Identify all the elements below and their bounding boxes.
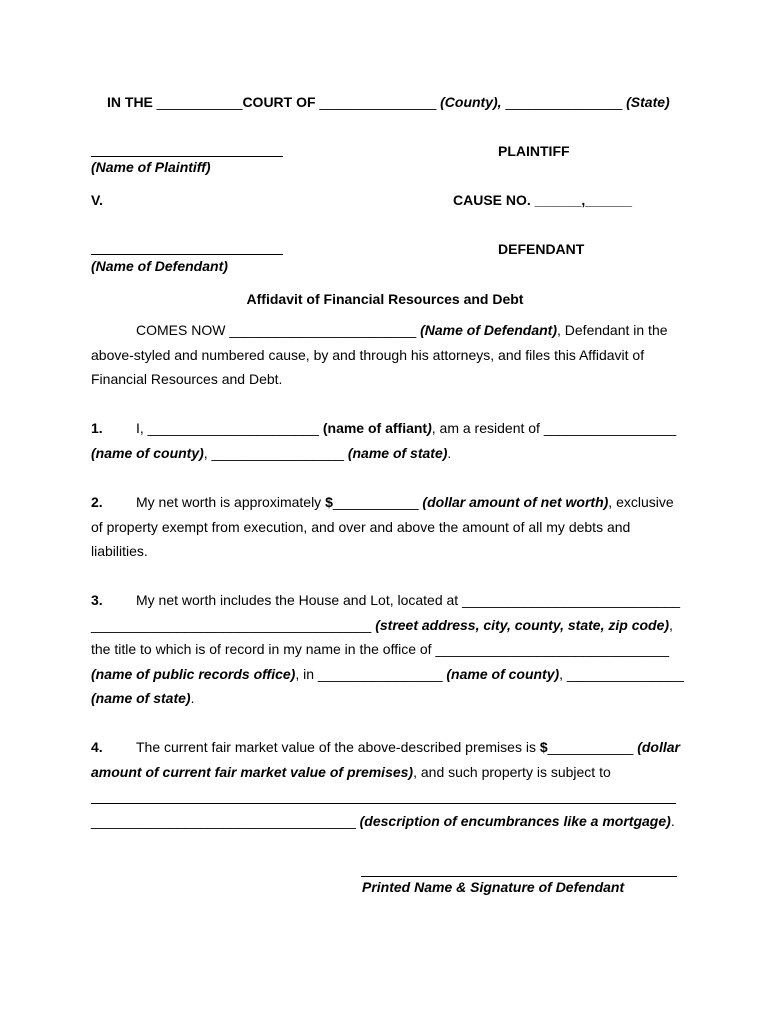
- paragraph-1: [91, 416, 681, 465]
- intro-text: COMES NOW ________________________: [136, 322, 421, 338]
- county-hint: (name of county): [446, 665, 560, 682]
- plaintiff-label: PLAINTIFF: [498, 143, 570, 159]
- document-title: Affidavit of Financial Resources and Debt: [246, 291, 524, 307]
- intro-paragraph: [91, 318, 681, 392]
- para-text: .: [190, 690, 195, 707]
- affiant-hint: (name of affiant: [322, 420, 428, 436]
- para-text: of property exempt from execution, and over and above the amount of all my debts and: [91, 518, 631, 535]
- intro-text: , Defendant in the: [557, 322, 668, 338]
- para-text: , am a resident of _________________: [431, 420, 677, 436]
- para-text: , _________________: [203, 444, 348, 461]
- dollar-sign: $: [539, 739, 548, 755]
- court-line: [107, 94, 670, 110]
- county-hint: (name of county): [91, 444, 204, 461]
- intro-defendant-hint: (Name of Defendant): [420, 322, 557, 338]
- cause-number: CAUSE NO. ______,______: [453, 192, 632, 208]
- county-hint: (County),: [440, 94, 502, 110]
- defendant-label: DEFENDANT: [498, 241, 585, 257]
- intro-text: above-styled and numbered cause, by and through his attorneys, and files this Affidavit of: [91, 346, 645, 363]
- paragraph-number: 2.: [91, 494, 103, 510]
- paragraph-2: [91, 490, 681, 564]
- paragraph-number: 4.: [91, 739, 103, 755]
- market-value-hint: amount of current fair market value of premises): [91, 763, 414, 780]
- state-hint: (name of state): [91, 690, 191, 707]
- para-text: the title to which is of record in my name in the office of ______________________________: [91, 641, 670, 658]
- address-hint: (street address, city, county, state, zip code): [375, 616, 670, 633]
- state-hint: (State): [626, 94, 670, 110]
- paragraph-number: 3.: [91, 592, 103, 608]
- encumbrance-line: [91, 803, 676, 804]
- paragraph-number: 1.: [91, 420, 103, 436]
- plaintiff-name-line: [91, 156, 283, 157]
- plaintiff-name-hint: (Name of Plaintiff): [91, 159, 211, 175]
- para-text: ___________: [547, 739, 638, 755]
- state-hint: (name of state): [347, 444, 448, 461]
- defendant-name-hint: (Name of Defendant): [91, 258, 228, 274]
- para-text: My net worth is approximately: [136, 494, 326, 510]
- para-text: , in ________________: [295, 665, 447, 682]
- para-text: ___________: [332, 494, 423, 510]
- net-worth-hint: (dollar amount of net worth): [422, 494, 609, 510]
- paragraph-4: [91, 735, 681, 784]
- encumbrance-hint: (description of encumbrances like a mortgage): [359, 813, 671, 829]
- versus-label: V.: [91, 192, 103, 208]
- para-text: My net worth includes the House and Lot, located at ____________________________: [136, 592, 681, 608]
- court-name-blank: ___________: [156, 94, 243, 110]
- para-text: I, ______________________: [136, 420, 323, 436]
- defendant-name-line: [91, 254, 283, 255]
- signature-line: [361, 876, 677, 877]
- state-blank: _______________: [505, 94, 623, 110]
- para-text: ,: [669, 616, 673, 633]
- para-text: , exclusive: [608, 494, 674, 510]
- para-text: .: [670, 813, 675, 829]
- dollar-sign: $: [325, 494, 333, 510]
- para-text: The current fair market value of the above-described premises is: [136, 739, 540, 755]
- market-value-hint: (dollar: [637, 739, 680, 755]
- court-of-label: COURT OF: [242, 94, 316, 110]
- records-office-hint: (name of public records office): [91, 665, 296, 682]
- para-text: __________________________________: [91, 813, 360, 829]
- para-text: , and such property is subject to: [413, 763, 611, 780]
- in-the-label: IN THE: [107, 94, 153, 110]
- para-text: ____________________________________: [91, 616, 376, 633]
- intro-text: Financial Resources and Debt.: [91, 371, 283, 388]
- encumbrance-description: [91, 813, 675, 829]
- para-text: .: [447, 444, 452, 461]
- para-text: ): [427, 420, 432, 436]
- county-blank: _______________: [319, 94, 437, 110]
- paragraph-3: [91, 588, 684, 711]
- para-text: , _______________: [559, 665, 684, 682]
- signature-label: Printed Name & Signature of Defendant: [362, 879, 625, 895]
- para-text: liabilities.: [91, 543, 148, 560]
